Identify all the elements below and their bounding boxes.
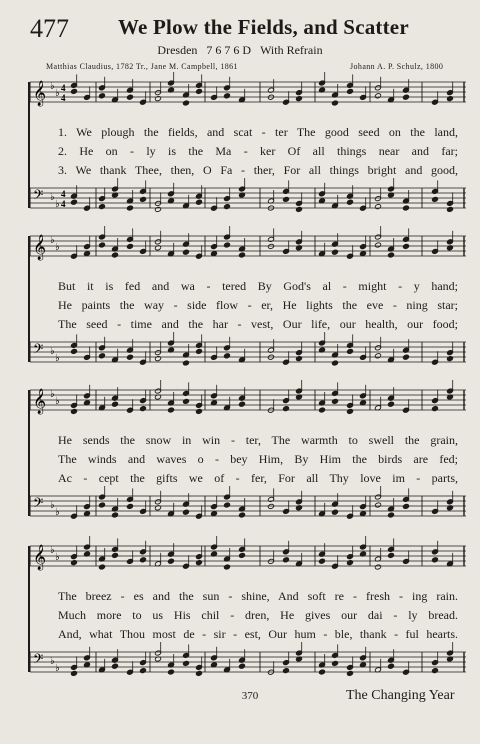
music-credit: Johann A. P. Schulz, 1800 (350, 62, 444, 71)
treble-staff (30, 80, 466, 106)
lyric-line: And, what Thou most de - sir - est, Our hum - ble, thank - ful hearts. (58, 627, 458, 641)
bass-clef-icon: 𝄢 (33, 187, 44, 206)
system-brace (28, 390, 30, 516)
flat-icon: ♭ (55, 507, 60, 518)
tune-note: With Refrain (260, 43, 323, 57)
lyric-line: 1. We plough the fields, and scat - ter The good seed on the land, (58, 125, 458, 139)
bass-staff (30, 186, 466, 212)
flat-icon: ♭ (50, 500, 55, 511)
flat-icon: ♭ (55, 199, 60, 210)
section-title: The Changing Year (346, 688, 455, 703)
system-brace (28, 236, 30, 362)
flat-icon: ♭ (50, 545, 55, 556)
lyric-line: 3. We thank Thee, then, O Fa - ther, For all things bright and good, (58, 163, 458, 177)
tune-meter: 7 6 7 6 D (206, 43, 252, 57)
hymn-title: We Plow the Fields, and Scatter (118, 15, 409, 39)
lyric-line: He paints the way - side flow - er, He lights the eve - ning star; (58, 298, 458, 312)
lyric-line: Much more to us His chil - dren, He gives our dai - ly bread. (58, 608, 458, 622)
flat-icon: ♭ (55, 88, 60, 99)
system-brace (28, 546, 30, 672)
tune-line (0, 43, 480, 58)
svg-text:4: 4 (61, 189, 66, 199)
text-credit: Matthias Claudius, 1782 Tr., Jane M. Campbell, 1861 (46, 62, 238, 71)
treble-staff (30, 544, 466, 570)
lyric-line: He sends the snow in win - ter, The warmth to swell the grain, (58, 433, 458, 447)
flat-icon: ♭ (50, 346, 55, 357)
bass-clef-icon: 𝄢 (33, 495, 44, 514)
treble-staff (30, 388, 466, 414)
treble-clef-icon: 𝄞 (33, 235, 47, 260)
lyric-line: 2. He on - ly is the Ma - ker Of all things near and far; (58, 144, 458, 158)
flat-icon: ♭ (50, 235, 55, 246)
flat-icon: ♭ (55, 663, 60, 674)
bass-clef-icon: 𝄢 (33, 341, 44, 360)
hymn-number: 477 (30, 14, 69, 43)
bass-staff (30, 494, 466, 520)
lyric-line: But it is fed and wa - tered By God's al - might - y hand; (58, 279, 458, 293)
flat-icon: ♭ (55, 353, 60, 364)
treble-clef-icon: 𝄞 (33, 81, 47, 106)
flat-icon: ♭ (50, 192, 55, 203)
flat-icon: ♭ (55, 396, 60, 407)
svg-text:4: 4 (61, 93, 66, 103)
lyric-line: Ac - cept the gifts we of - fer, For all Thy love im - parts, (58, 471, 458, 485)
treble-clef-icon: 𝄞 (33, 545, 47, 570)
bass-staff (30, 650, 466, 676)
page-number: 370 (241, 690, 259, 702)
svg-text:4: 4 (61, 199, 66, 209)
system-brace (28, 82, 30, 208)
flat-icon: ♭ (55, 242, 60, 253)
treble-staff (30, 234, 466, 260)
flat-icon: ♭ (55, 552, 60, 563)
tune-name: Dresden (157, 43, 198, 57)
lyric-line: The seed - time and the har - vest, Our life, our health, our food; (58, 317, 458, 331)
bass-clef-icon: 𝄢 (33, 651, 44, 670)
treble-clef-icon: 𝄞 (33, 389, 47, 414)
flat-icon: ♭ (50, 389, 55, 400)
lyric-line: The breez - es and the sun - shine, And soft re - fresh - ing rain. (58, 589, 458, 603)
flat-icon: ♭ (50, 656, 55, 667)
bass-staff (30, 340, 466, 366)
svg-text:4: 4 (61, 83, 66, 93)
flat-icon: ♭ (50, 81, 55, 92)
lyric-line: The winds and waves o - bey Him, By Him the birds are fed; (58, 452, 458, 466)
